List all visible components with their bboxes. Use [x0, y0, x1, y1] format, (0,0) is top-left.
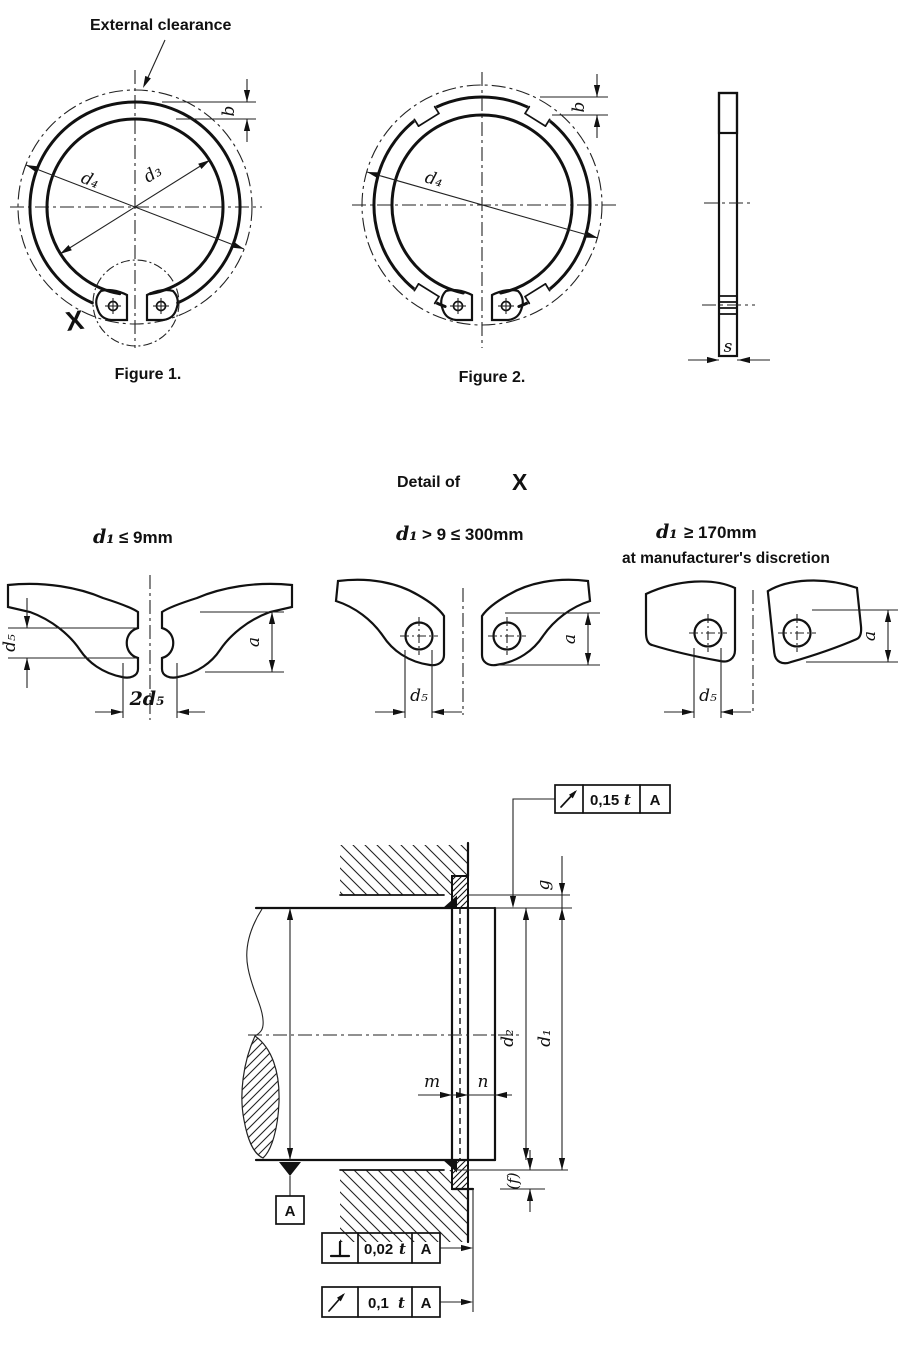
- dim-label-d4-2: d₄: [422, 167, 446, 192]
- tolerance-factor-3: t: [398, 1294, 405, 1312]
- dim-label-n: n: [477, 1072, 489, 1092]
- external-clearance-label: External clearance: [90, 17, 232, 34]
- detail-title-ref: X: [512, 469, 528, 495]
- figure-1: [10, 17, 262, 383]
- figure1-caption: Figure 1.: [114, 366, 182, 383]
- dim-label-a2: a: [560, 633, 580, 645]
- dim-label-a1: a: [244, 636, 264, 648]
- detail-title: Detail of: [397, 474, 461, 491]
- fig2-left-lug: [441, 290, 472, 320]
- dim-d2: [498, 908, 529, 1160]
- dim-m-n: [418, 1072, 512, 1098]
- tolerance-datum-3: A: [420, 1295, 432, 1312]
- fig1-left-lug: [96, 290, 127, 320]
- detail-variant-medium: [336, 523, 600, 718]
- variant3-right-end: [767, 575, 864, 664]
- figure2-caption: Figure 2.: [458, 369, 526, 386]
- dim-f: [504, 1150, 533, 1212]
- variant1-var: d₁: [93, 526, 115, 548]
- variant3-var: d₁: [656, 521, 678, 543]
- fig2-right-lug: [492, 290, 523, 320]
- dim-label-d5-b: d₅: [410, 686, 428, 706]
- fig1-detail-mark: X: [63, 304, 86, 337]
- tolerance-datum-1: A: [649, 792, 661, 809]
- detail-variant-large: [622, 521, 898, 718]
- tolerance-factor-2: t: [399, 1240, 406, 1258]
- tolerance-value-1: 0,15: [590, 792, 620, 809]
- dim-label-a3: a: [860, 630, 880, 642]
- side-view-section-top: [719, 93, 737, 133]
- dim-label-d5-c: d₅: [699, 686, 717, 706]
- variant2-left-end: [336, 580, 444, 665]
- figure-2: [352, 72, 616, 386]
- tolerance-value-3: 0,1: [368, 1295, 389, 1312]
- detail-section-heading: [397, 469, 528, 495]
- variant3-note: at manufacturer's discretion: [622, 550, 830, 567]
- datum-label: A: [284, 1203, 296, 1220]
- dim-label-d5-a: d₅: [0, 634, 20, 652]
- variant2-relation: > 9 ≤ 300mm: [422, 525, 524, 544]
- variant2-dim-a: [497, 613, 600, 665]
- variant2-dim-d5: [375, 650, 462, 718]
- dim-label-b: b: [219, 105, 239, 117]
- variant3-relation: ≥ 170mm: [684, 523, 757, 542]
- break-lens-section: [242, 1036, 279, 1158]
- ring-side-view: [688, 93, 770, 363]
- variant2-right-end: [482, 580, 590, 665]
- dim-g-d1: [534, 856, 565, 1170]
- tolerance-value-2: 0,02: [364, 1241, 394, 1258]
- perpendicularity-icon: [331, 1242, 349, 1256]
- housing-top-section: [340, 845, 468, 895]
- circular-runout-icon-2: [329, 1291, 347, 1311]
- dim-label-m: m: [423, 1072, 441, 1092]
- dim-label-d3: d₃: [140, 160, 166, 188]
- detail-variant-small: [0, 526, 292, 720]
- assembly-section-view: [242, 785, 670, 1317]
- datum-triangle-icon: [279, 1162, 301, 1176]
- break-line: [247, 909, 263, 1036]
- tolerance-frame-runout-bottom: [322, 1287, 473, 1317]
- variant1-dim-2d5: [95, 663, 205, 718]
- tolerance-factor-1: t: [624, 791, 631, 809]
- dim-label-d2: d₂: [498, 1029, 518, 1047]
- dim-label-s: s: [723, 337, 733, 357]
- dim-label-f: (f): [504, 1172, 522, 1190]
- dim-label-g: g: [534, 879, 554, 891]
- tolerance-datum-2: A: [420, 1241, 432, 1258]
- datum-feature: [276, 908, 304, 1224]
- circular-runout-icon: [561, 788, 579, 807]
- dim-label-b2: b: [569, 101, 589, 113]
- variant3-left-end: [646, 581, 735, 661]
- dim-label-d1: d₁: [535, 1029, 555, 1047]
- variant1-dim-a: [200, 612, 284, 672]
- variant2-var: d₁: [396, 523, 418, 545]
- dim-label-2d5: 2d₅: [129, 688, 165, 710]
- fig1-detail-circle: [93, 260, 179, 346]
- dim-label-d4: d₄: [78, 167, 102, 194]
- housing-bottom-section: [340, 1170, 468, 1242]
- variant1-relation: ≤ 9mm: [119, 528, 173, 547]
- side-view-dim-s: [688, 337, 770, 363]
